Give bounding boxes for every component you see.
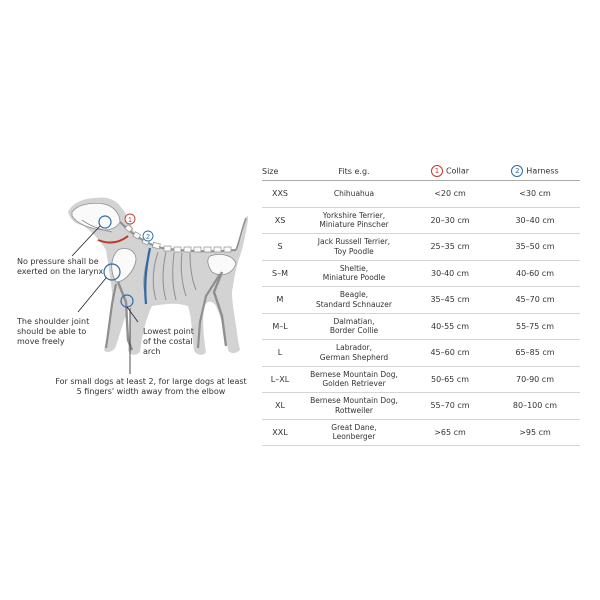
table-row xyxy=(262,260,580,287)
collar-cell: 50-65 cm xyxy=(410,366,490,393)
fits-line: Golden Retriever xyxy=(322,379,386,389)
fits-line: German Shepherd xyxy=(319,352,389,362)
size-cell: M–L xyxy=(262,313,298,340)
annotation-shoulder-line: move freely xyxy=(17,337,65,346)
header-fits: Fits e.g. xyxy=(298,162,410,181)
size-cell: M xyxy=(262,287,298,314)
harness-cell: 55-75 cm xyxy=(490,313,580,340)
fits-line: Toy Poodle xyxy=(334,246,374,256)
collar-cell: 55–70 cm xyxy=(410,393,490,420)
fits-cell xyxy=(298,234,410,261)
fits-line: Miniature Pinscher xyxy=(319,220,389,230)
header-size: Size xyxy=(262,162,298,181)
table-row xyxy=(262,313,580,340)
fits-line: Border Collie xyxy=(329,326,379,336)
fits-cell xyxy=(298,207,410,234)
fits-cell xyxy=(298,419,410,446)
fits-line: Standard Schnauzer xyxy=(316,299,392,309)
annotation-costal-line: Lowest point xyxy=(143,327,194,336)
size-cell: XXL xyxy=(262,419,298,446)
fits-line: Bernese Mountain Dog, xyxy=(310,369,398,379)
annotation-shoulder-line: should be able to xyxy=(17,327,87,336)
fits-line: Beagle, xyxy=(339,290,369,300)
fits-line: Chihuahua xyxy=(333,189,375,198)
fits-cell xyxy=(298,313,410,340)
size-cell: XXS xyxy=(262,181,298,208)
annotation-shoulder xyxy=(17,317,89,347)
size-cell: XL xyxy=(262,393,298,420)
fits-line: Dalmatian, xyxy=(333,316,375,326)
annotation-elbow xyxy=(40,377,262,397)
annotation-larynx-line: exerted on the larynx xyxy=(17,267,104,276)
fits-cell xyxy=(298,340,410,367)
fits-line: Rottweiler xyxy=(335,405,373,415)
table-row xyxy=(262,366,580,393)
size-cell: L–XL xyxy=(262,366,298,393)
fits-cell xyxy=(298,366,410,393)
collar-cell: 45–60 cm xyxy=(410,340,490,367)
fits-line: Leonberger xyxy=(332,432,376,442)
collar-cell: 20–30 cm xyxy=(410,207,490,234)
harness-marker-number: 2 xyxy=(146,234,150,241)
table-row xyxy=(262,419,580,446)
annotation-larynx-line: No pressure shall be xyxy=(17,257,99,266)
fits-line: Yorkshire Terrier, xyxy=(322,210,386,220)
header-harness-label: Harness xyxy=(526,166,559,176)
size-cell: L xyxy=(262,340,298,367)
harness-cell: >95 cm xyxy=(490,419,580,446)
harness-cell: 80–100 cm xyxy=(490,393,580,420)
annotation-costal-line: of the costal xyxy=(143,337,193,346)
annotation-larynx xyxy=(17,257,103,277)
fits-line: Great Dane, xyxy=(331,422,377,432)
annotation-elbow-line: For small dogs at least 2, for large dogs at least xyxy=(55,377,247,386)
size-cell: XS xyxy=(262,207,298,234)
collar-number-icon: 1 xyxy=(431,165,443,177)
fits-cell xyxy=(298,260,410,287)
collar-cell: 30-40 cm xyxy=(410,260,490,287)
harness-cell: 45–70 cm xyxy=(490,287,580,314)
size-cell: S–M xyxy=(262,260,298,287)
table-body xyxy=(262,181,580,446)
fits-cell xyxy=(298,181,410,208)
collar-marker-number: 1 xyxy=(128,217,132,224)
table-row xyxy=(262,393,580,420)
annotation-costal-line: arch xyxy=(143,347,161,356)
harness-cell: 40-60 cm xyxy=(490,260,580,287)
collar-cell: 25–35 cm xyxy=(410,234,490,261)
harness-cell: 35–50 cm xyxy=(490,234,580,261)
collar-cell: >65 cm xyxy=(410,419,490,446)
fits-line: Jack Russell Terrier, xyxy=(317,237,391,247)
shoulder-leader xyxy=(78,278,106,312)
annotation-shoulder-line: The shoulder joint xyxy=(17,317,90,326)
table-row xyxy=(262,181,580,208)
fits-line: Bernese Mountain Dog, xyxy=(310,396,398,406)
header-collar xyxy=(410,162,490,181)
table-row xyxy=(262,340,580,367)
annotation-elbow-line: 5 fingers' width away from the elbow xyxy=(76,387,226,396)
collar-cell: <20 cm xyxy=(410,181,490,208)
header-harness xyxy=(490,162,580,181)
larynx-leader xyxy=(72,226,100,256)
harness-cell: 30–40 cm xyxy=(490,207,580,234)
fits-line: Miniature Poodle xyxy=(322,273,386,283)
annotation-costal xyxy=(143,327,194,357)
harness-cell: 65–85 cm xyxy=(490,340,580,367)
collar-cell: 35–45 cm xyxy=(410,287,490,314)
size-table xyxy=(262,162,580,446)
table-row xyxy=(262,207,580,234)
table-header-row xyxy=(262,162,580,181)
fits-line: Sheltie, xyxy=(339,263,369,273)
header-collar-label: Collar xyxy=(445,166,470,176)
fits-cell xyxy=(298,287,410,314)
fits-line: Labrador, xyxy=(335,343,373,353)
harness-cell: <30 cm xyxy=(490,181,580,208)
fits-cell xyxy=(298,393,410,420)
size-cell: S xyxy=(262,234,298,261)
harness-number-icon: 2 xyxy=(511,165,523,177)
collar-cell: 40-55 cm xyxy=(410,313,490,340)
harness-cell: 70-90 cm xyxy=(490,366,580,393)
table-row xyxy=(262,287,580,314)
table-row xyxy=(262,234,580,261)
